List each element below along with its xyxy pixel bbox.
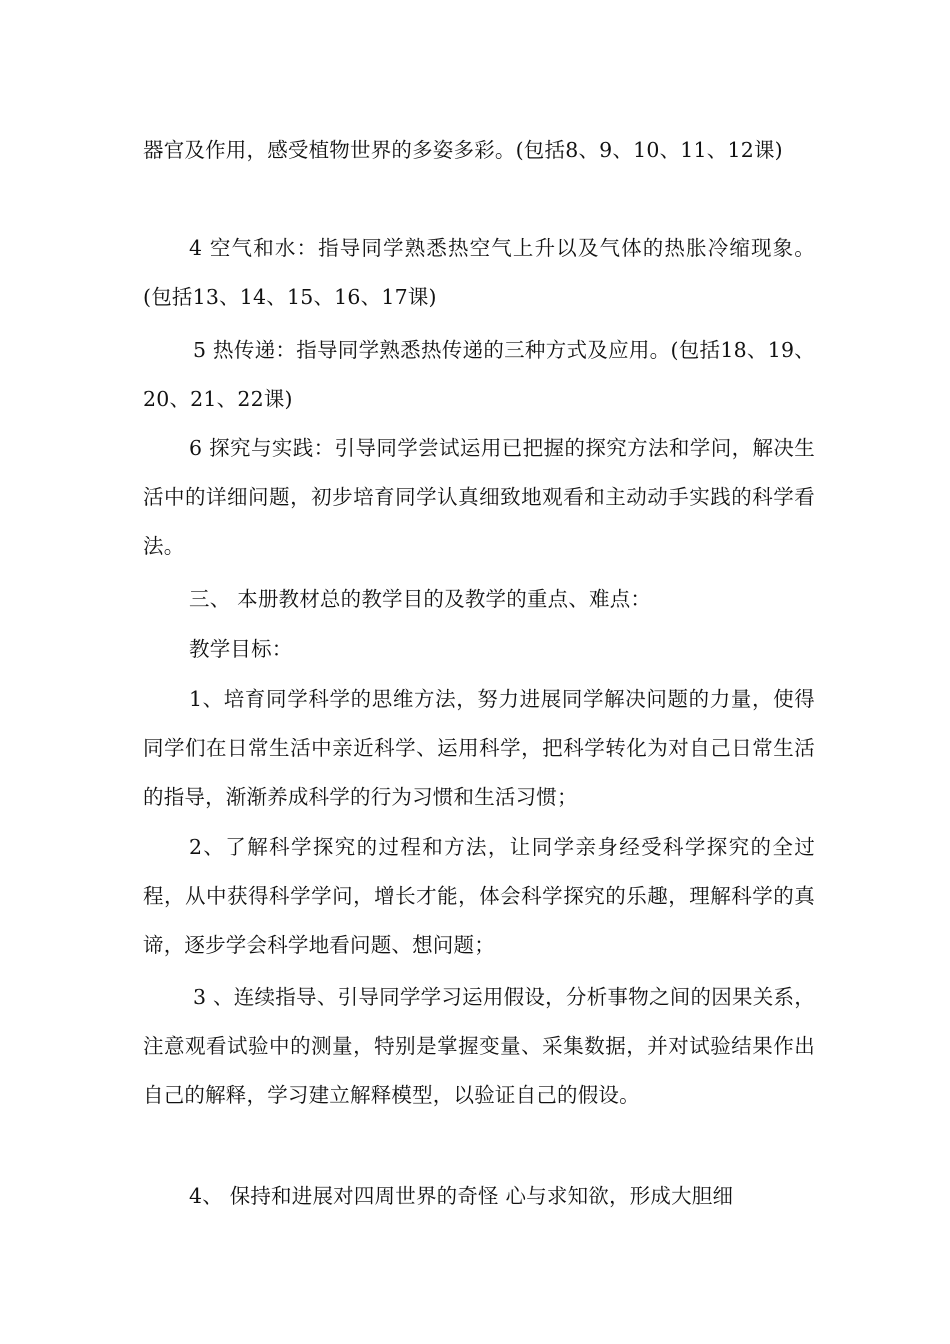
section-heading-goals: 三、 本册教材总的教学目的及教学的重点、难点：: [189, 587, 652, 611]
objective-item-4: 4、 保持和进展对四周世界的奇怪 心与求知欲，形成大胆细: [189, 1184, 734, 1208]
paragraph-heat-transfer: 5 热传递：指导同学熟悉热传递的三种方式及应用。(包括18、19、20、21、22课): [143, 338, 815, 411]
heading-teaching-objectives: 教学目标：: [189, 637, 293, 661]
objective-item-2: 2、了解科学探究的过程和方法，让同学亲身经受科学探究的全过程，从中获得科学学问，增长才能，体会科学探究的乐趣，理解科学的真谛，逐步学会科学地看问题、想问题；: [143, 835, 815, 957]
paragraph-inquiry-practice: 6 探究与实践：引导同学尝试运用已把握的探究方法和学问，解决生活中的详细问题，初步培育同学认真细致地观看和主动动手实践的科学看法。: [143, 436, 815, 558]
paragraph-plant-organs: 器官及作用，感受植物世界的多姿多彩。(包括8、9、10、11、12课): [143, 138, 783, 162]
objective-item-1: 1、培育同学科学的思维方法，努力进展同学解决问题的力量，使得同学们在日常生活中亲近科学、运用科学，把科学转化为对自己日常生活的指导，渐渐养成科学的行为习惯和生活习惯；: [143, 687, 815, 809]
objective-item-3: 3 、连续指导、引导同学学习运用假设，分析事物之间的因果关系，注意观看试验中的测量，特别是掌握变量、采集数据，并对试验结果作出自己的解释，学习建立解释模型，以验证自己的假设。: [143, 985, 815, 1107]
paragraph-air-and-water: 4 空气和水：指导同学熟悉热空气上升以及气体的热胀冷缩现象。(包括13、14、15、16、17课): [143, 236, 815, 309]
